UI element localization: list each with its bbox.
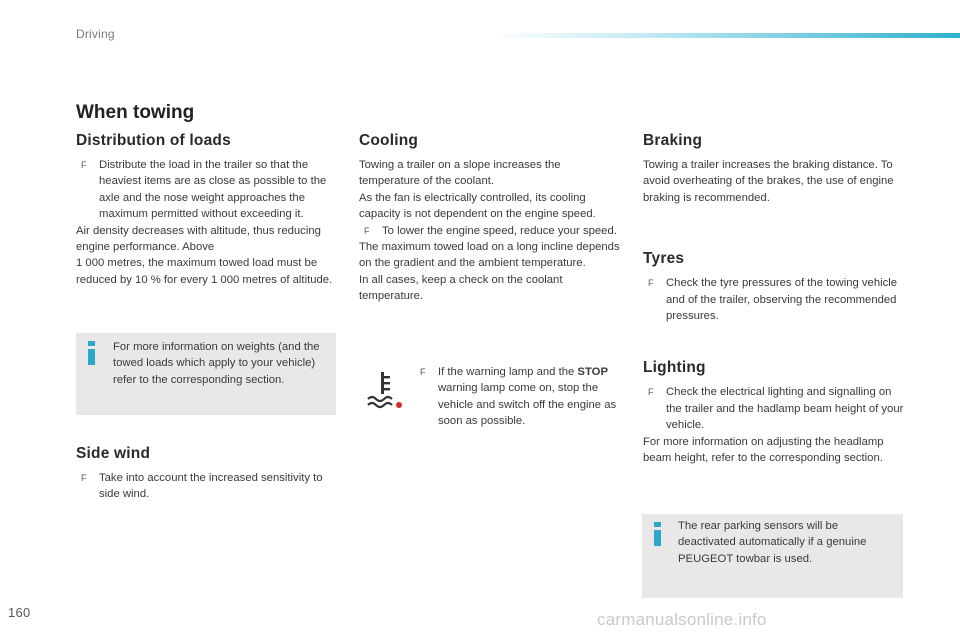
- bullet-text: To lower the engine speed, reduce your speed.: [382, 224, 617, 237]
- paragraph-cooling-1: Towing a trailer on a slope increases the temperature of the coolant.: [359, 159, 561, 188]
- paragraph-cooling-3: The maximum towed load on a long incline depends on the gradient and the ambient temperature.: [359, 241, 620, 270]
- column-distribution: [76, 131, 338, 288]
- section-side-wind: [76, 444, 338, 503]
- bullet-marker: F: [364, 225, 370, 236]
- info-text-weights: For more information on weights (and the towed loads which apply to your vehicle) refer to the corresponding section.: [113, 341, 320, 386]
- bullet-cooling: [359, 223, 621, 239]
- bullet-marker: F: [81, 473, 87, 483]
- column-cooling: [359, 131, 621, 305]
- paragraph-cooling-4: In all cases, keep a check on the coolant temperature.: [359, 273, 563, 303]
- bullet-text: Check the tyre pressures of the towing vehicle and of the trailer, observing the recommended pressures.: [666, 277, 898, 323]
- heading-tyres: Tyres: [643, 250, 685, 268]
- bullet-marker: F: [648, 278, 654, 289]
- heading-side-wind: Side wind: [76, 445, 151, 462]
- page-title: When towing: [76, 102, 195, 123]
- section-tag: Driving: [76, 27, 115, 41]
- bullet-text: Distribute the load in the trailer so that the heaviest items are as close as possible to the axle and the nose weight approaches the maximum permitted without exceeding it.: [99, 159, 327, 221]
- warning-text-post: warning lamp come on, stop the vehicle and switch off the engine as soon as possible.: [438, 382, 617, 428]
- info-box-parking-sensors: [642, 514, 903, 598]
- paragraph-braking: Towing a trailer increases the braking distance. To avoid overheating of the brakes, the use of engine braking is recommended.: [643, 159, 894, 204]
- info-box-weights: [76, 333, 336, 415]
- paragraph-altitude-2: 1 000 metres, the maximum towed load must be reduced by 10 % for every 1 000 metres of altitude.: [76, 257, 333, 286]
- bullet-text: Check the electrical lighting and signalling on the trailer and the hadlamp beam height of your vehicle.: [666, 386, 904, 432]
- heading-lighting: Lighting: [643, 359, 706, 377]
- info-icon: [651, 522, 665, 546]
- watermark: carmanualsonline.info: [597, 610, 767, 629]
- bullet-text: Take into account the increased sensitivity to side wind.: [99, 472, 323, 501]
- bullet-distribution: [76, 157, 338, 223]
- paragraph-lighting: For more information on adjusting the headlamp beam height, refer to the corresponding section.: [643, 435, 884, 465]
- paragraph-altitude-1: Air density decreases with altitude, thus reducing engine performance. Above: [76, 224, 321, 254]
- bullet-marker: F: [420, 367, 426, 377]
- page-number: 160: [8, 605, 31, 620]
- bullet-lighting: [643, 384, 905, 433]
- column-braking-tyres-lighting: [643, 131, 905, 466]
- heading-cooling: Cooling: [359, 132, 419, 149]
- header-accent-bar: [490, 33, 960, 38]
- bullet-side-wind: [76, 470, 338, 503]
- bullet-warning-lamp: [415, 364, 621, 430]
- paragraph-cooling-2: As the fan is electrically controlled, its cooling capacity is not dependent on the engine speed.: [359, 191, 596, 221]
- heading-braking: Braking: [643, 132, 703, 149]
- heading-distribution: Distribution of loads: [76, 132, 231, 149]
- spacer: [643, 206, 905, 249]
- coolant-temperature-icon: [365, 370, 403, 410]
- bullet-marker: F: [648, 387, 654, 398]
- bullet-tyres: [643, 275, 905, 324]
- warning-text-pre: If the warning lamp and the: [438, 366, 575, 378]
- info-icon: [85, 341, 99, 365]
- stop-label: STOP: [577, 366, 608, 378]
- spacer: [643, 324, 905, 358]
- info-text-parking-sensors: The rear parking sensors will be deactivated automatically if a genuine PEUGEOT towbar is used.: [678, 520, 867, 565]
- bullet-marker: F: [81, 160, 87, 170]
